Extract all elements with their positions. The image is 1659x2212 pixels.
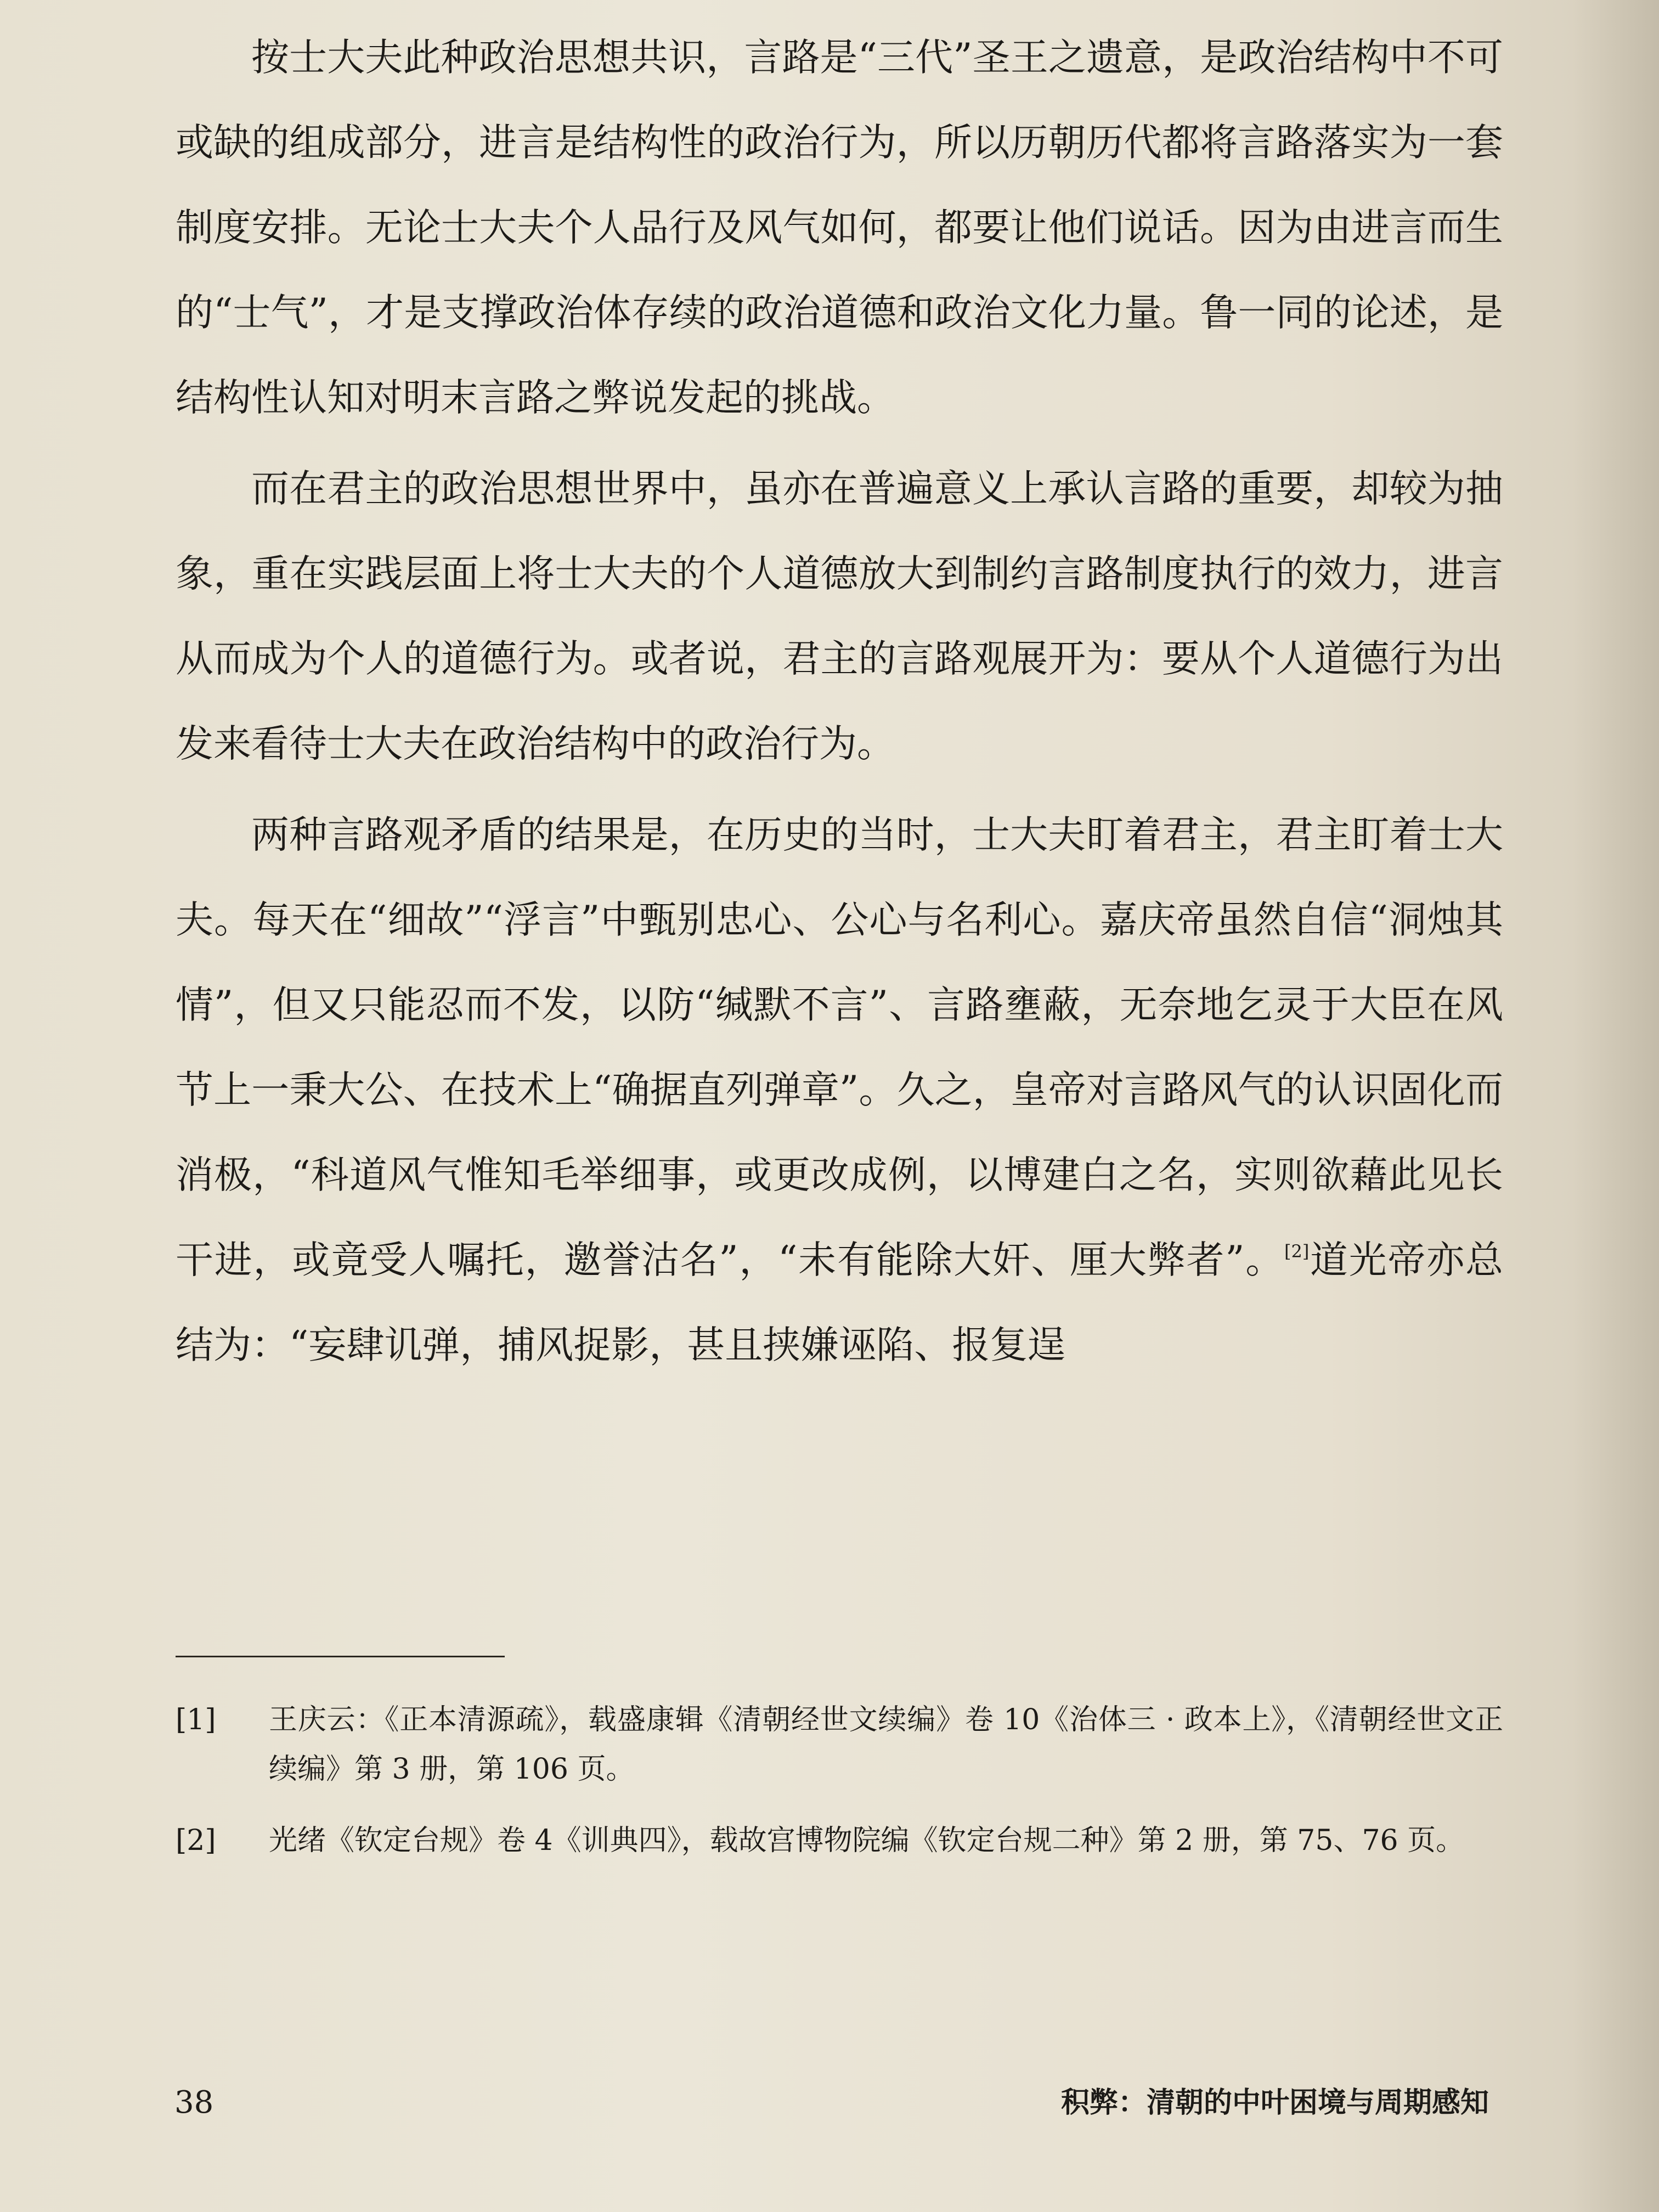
footnote-text: 王庆云：《正本清源疏》，载盛康辑《清朝经世文续编》卷 10《治体三 · 政本上》，《清朝经世文正续编》第 3 册，第 106 页。 (269, 1703, 1503, 1786)
footnote-text: 光绪《钦定台规》卷 4《训典四》，载故宫博物院编《钦定台规二种》第 2 册，第 75、76 页。 (269, 1824, 1465, 1857)
body-text (176, 15, 1503, 1394)
paragraph-3-continued: 道光帝亦总结为：“妄肆讥弹，捕风捉影，甚且挟嫌诬陷、报复逞 (176, 1238, 1504, 1367)
running-head: 积弊：清朝的中叶困境与周期感知 (1060, 2086, 1489, 2119)
paragraph-1: 按士大夫此种政治思想共识，言路是“三代”圣王之遗意，是政治结构中不可或缺的组成部分，进言是结构性的政治行为，所以历朝历代都将言路落实为一套制度安排。无论士大夫个人品行及风气如何，都要让他们说话。因为由进言而生的“士气”，才是支撑政治体存续的政治道德和政治文化力量。鲁一同的论述，是结构性认知对明末言路之弊说发起的挑战。 (176, 36, 1503, 420)
footnote-number: [1] (176, 1703, 216, 1736)
footnote-2 (176, 1816, 1503, 1865)
footnotes (176, 1695, 1503, 1887)
page-gutter-shadow (1571, 0, 1659, 2212)
footnote-1 (176, 1695, 1503, 1794)
paragraph-2: 而在君主的政治思想世界中，虽亦在普遍意义上承认言路的重要，却较为抽象，重在实践层面上将士大夫的个人道德放大到制约言路制度执行的效力，进言从而成为个人的道德行为。或者说，君主的言路观展开为：要从个人道德行为出发来看待士大夫在政治结构中的政治行为。 (176, 467, 1503, 766)
footnote-number: [2] (176, 1824, 216, 1857)
footnote-divider (176, 1656, 505, 1657)
paragraph-3-text: 两种言路观矛盾的结果是，在历史的当时，士大夫盯着君主，君主盯着士大夫。每天在“细故”“浮言”中甄别忠心、公心与名利心。嘉庆帝虽然自信“洞烛其情”，但又只能忍而不发，以防“缄默不言”、言路壅蔽，无奈地乞灵于大臣在风节上一秉大公、在技术上“确据直列弹章”。久之，皇帝对言路风气的认识固化而消极，“科道风气惟知毛举细事，或更改成例，以博建白之名，实则欲藉此见长干进，或竟受人嘱托，邀誉沽名”，“未有能除大奸、厘大弊者”。 (176, 813, 1503, 1282)
paragraph-3 (176, 793, 1503, 1388)
page-number: 38 (174, 2085, 214, 2120)
footnote-ref-2: [2] (1284, 1241, 1310, 1262)
